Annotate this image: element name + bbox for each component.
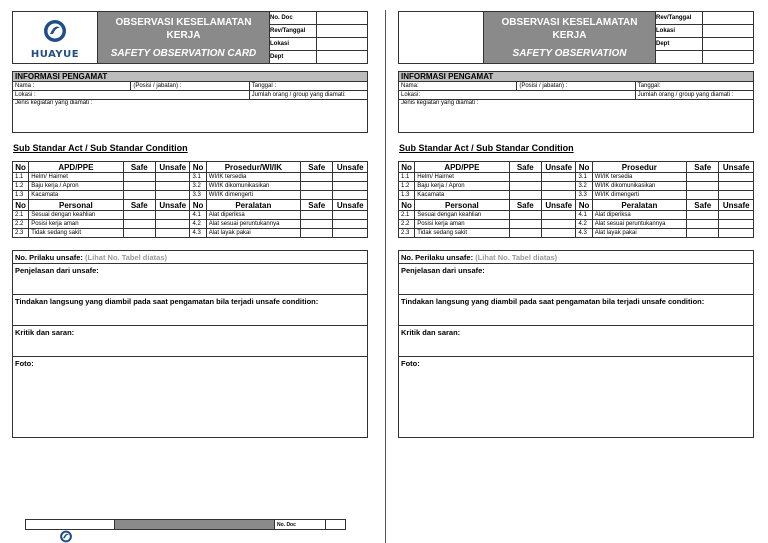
unsafe-checkbox[interactable] xyxy=(156,191,190,200)
col-safe-header: Safe xyxy=(301,200,333,211)
meta-label-rev: Rev/Tanggal xyxy=(270,25,317,38)
item-label: Helm/ Hairnet xyxy=(415,173,509,182)
safe-checkbox[interactable] xyxy=(301,173,333,182)
info-name[interactable]: Nama: xyxy=(399,82,517,91)
meta-value-dept[interactable] xyxy=(317,51,368,64)
unsafe-checkbox[interactable] xyxy=(333,191,368,200)
item-number: 4.3 xyxy=(190,229,206,238)
col-no-header: No xyxy=(13,200,29,211)
item-label: WI/IK dimengerti xyxy=(206,191,300,200)
group-header-left: APD/PPE xyxy=(29,162,123,173)
item-label: Kacamata xyxy=(415,191,509,200)
col-unsafe-header: Unsafe xyxy=(333,200,368,211)
checklist-body xyxy=(399,162,754,238)
item-label: WI/IK tersedia xyxy=(206,173,300,182)
title-line2: KERJA xyxy=(552,29,587,41)
col-safe-header: Safe xyxy=(687,200,719,211)
unsafe-checkbox[interactable] xyxy=(156,211,190,220)
item-number: 2.1 xyxy=(13,211,29,220)
safe-checkbox[interactable] xyxy=(301,182,333,191)
item-label: Sesuai dengan keahlian xyxy=(415,211,509,220)
item-number: 3.3 xyxy=(190,191,206,200)
group-header-right: Prosedur xyxy=(592,162,686,173)
unsafe-checkbox[interactable] xyxy=(719,220,754,229)
section-title: Sub Standar Act / Sub Standar Condition xyxy=(13,143,188,153)
safe-checkbox[interactable] xyxy=(687,173,719,182)
item-number: 4.2 xyxy=(190,220,206,229)
table-row xyxy=(399,229,754,238)
logo-text: HUAYUE xyxy=(30,48,80,60)
unsafe-number-field[interactable] xyxy=(13,251,368,264)
table-row xyxy=(13,220,368,229)
table-row xyxy=(13,211,368,220)
huayue-logo-icon xyxy=(55,530,77,543)
safe-checkbox[interactable] xyxy=(123,191,155,200)
meta-value-rev[interactable] xyxy=(317,25,368,38)
item-number: 1.2 xyxy=(399,182,415,191)
col-unsafe-header: Unsafe xyxy=(542,200,576,211)
col-safe-header: Safe xyxy=(687,162,719,173)
next-card-header xyxy=(25,519,346,530)
unsafe-checkbox[interactable] xyxy=(719,173,754,182)
item-label: Alat sesuai peruntukannya xyxy=(206,220,300,229)
critique-field[interactable]: Kritik dan saran: xyxy=(399,326,754,357)
unsafe-checkbox[interactable] xyxy=(333,220,368,229)
table-group-header xyxy=(399,200,754,211)
unsafe-explanation-field[interactable]: Penjelasan dari unsafe: xyxy=(13,264,368,295)
unsafe-checkbox[interactable] xyxy=(333,229,368,238)
col-unsafe-header: Unsafe xyxy=(156,162,190,173)
footer-doc-label: No. Doc xyxy=(275,520,326,530)
col-no-header: No xyxy=(576,162,592,173)
unsafe-number-label: No. Prilaku unsafe: xyxy=(15,253,83,262)
unsafe-explanation-field[interactable]: Penjelasan dari unsafe: xyxy=(399,264,754,295)
safe-checkbox[interactable] xyxy=(509,182,541,191)
unsafe-checkbox[interactable] xyxy=(156,220,190,229)
col-unsafe-header: Unsafe xyxy=(719,162,754,173)
unsafe-number-label: No. Perilaku unsafe: xyxy=(401,253,474,262)
item-label: Posisi kerja aman xyxy=(29,220,123,229)
meta-value-blank[interactable] xyxy=(703,51,754,64)
info-date[interactable]: Tanggal: xyxy=(635,82,753,91)
checklist-table xyxy=(12,161,368,238)
table-row xyxy=(13,229,368,238)
item-label: Helm/ Hairnet xyxy=(29,173,123,182)
safe-checkbox[interactable] xyxy=(509,211,541,220)
safe-checkbox[interactable] xyxy=(301,220,333,229)
table-group-header xyxy=(399,162,754,173)
safety-card-right xyxy=(398,11,754,438)
safe-checkbox[interactable] xyxy=(687,220,719,229)
table-row xyxy=(399,182,754,191)
checklist-table xyxy=(398,161,754,238)
footer-doc-value[interactable] xyxy=(326,520,346,530)
item-label: WI/IK dimengerti xyxy=(592,191,686,200)
unsafe-number-hint: (Lihat No. Tabel diatas) xyxy=(85,253,167,262)
item-label: Alat layak pakai xyxy=(206,229,300,238)
unsafe-checkbox[interactable] xyxy=(719,211,754,220)
group-header-left: Personal xyxy=(415,200,509,211)
col-no-header: No xyxy=(13,162,29,173)
safe-checkbox[interactable] xyxy=(509,173,541,182)
item-label: Tidak sedang sakit xyxy=(415,229,509,238)
col-unsafe-header: Unsafe xyxy=(542,162,576,173)
meta-value-location[interactable] xyxy=(703,25,754,38)
safe-checkbox[interactable] xyxy=(301,211,333,220)
group-header-right: Peralatan xyxy=(592,200,686,211)
unsafe-checkbox[interactable] xyxy=(542,173,576,182)
col-safe-header: Safe xyxy=(301,162,333,173)
unsafe-checkbox[interactable] xyxy=(156,173,190,182)
info-title: INFORMASI PENGAMAT xyxy=(399,72,754,82)
item-number: 2.3 xyxy=(13,229,29,238)
unsafe-checkbox[interactable] xyxy=(542,182,576,191)
item-number: 1.2 xyxy=(13,182,29,191)
unsafe-checkbox[interactable] xyxy=(542,220,576,229)
safe-checkbox[interactable] xyxy=(687,182,719,191)
info-location[interactable]: Lokasi : xyxy=(13,91,250,100)
col-unsafe-header: Unsafe xyxy=(719,200,754,211)
immediate-action-field[interactable]: Tindakan langsung yang diambil pada saat pengamatan bila terjadi unsafe condition: xyxy=(13,295,368,326)
unsafe-checkbox[interactable] xyxy=(156,229,190,238)
unsafe-checkbox[interactable] xyxy=(333,211,368,220)
item-label: Alat diperiksa xyxy=(206,211,300,220)
unsafe-checkbox[interactable] xyxy=(542,211,576,220)
meta-label-location: Lokasi xyxy=(656,25,703,38)
safe-checkbox[interactable] xyxy=(123,229,155,238)
safety-card-left xyxy=(12,11,368,438)
item-number: 3.2 xyxy=(190,182,206,191)
table-group-header xyxy=(13,162,368,173)
card-title xyxy=(484,12,656,64)
safe-checkbox[interactable] xyxy=(301,191,333,200)
col-unsafe-header: Unsafe xyxy=(333,162,368,173)
item-label: Sesuai dengan keahlian xyxy=(29,211,123,220)
group-header-right: Peralatan xyxy=(206,200,300,211)
item-number: 2.1 xyxy=(399,211,415,220)
title-line1: OBSERVASI KESELAMATAN xyxy=(501,16,638,28)
item-label: Alat layak pakai xyxy=(592,229,686,238)
meta-label-rev: Rev/Tanggal xyxy=(656,12,703,25)
col-no-header: No xyxy=(190,162,206,173)
safe-checkbox[interactable] xyxy=(123,220,155,229)
info-title: INFORMASI PENGAMAT xyxy=(13,72,368,82)
meta-label-location: Lokasi xyxy=(270,38,317,51)
safe-checkbox[interactable] xyxy=(123,182,155,191)
footer-title-cell xyxy=(115,520,275,530)
safe-checkbox[interactable] xyxy=(687,191,719,200)
section-title: Sub Standar Act / Sub Standar Condition xyxy=(399,143,574,153)
card-header xyxy=(398,11,754,64)
unsafe-number-hint: (Lihat No. Tabel diatas) xyxy=(475,253,558,262)
observation-notes xyxy=(398,250,754,438)
col-safe-header: Safe xyxy=(509,162,541,173)
item-label: WI/IK dikomunikasikan xyxy=(592,182,686,191)
item-number: 3.1 xyxy=(190,173,206,182)
table-row xyxy=(399,173,754,182)
unsafe-checkbox[interactable] xyxy=(542,191,576,200)
safe-checkbox[interactable] xyxy=(687,229,719,238)
safe-checkbox[interactable] xyxy=(509,229,541,238)
info-name[interactable]: Nama : xyxy=(13,82,131,91)
logo-cell-empty xyxy=(399,12,484,64)
huayue-logo-icon xyxy=(43,19,67,43)
title-english: SAFETY OBSERVATION xyxy=(512,47,627,59)
item-number: 3.3 xyxy=(576,191,592,200)
item-number: 2.2 xyxy=(13,220,29,229)
safe-checkbox[interactable] xyxy=(123,173,155,182)
item-number: 1.1 xyxy=(399,173,415,182)
unsafe-number-field[interactable] xyxy=(399,251,754,264)
item-label: Alat diperiksa xyxy=(592,211,686,220)
table-row xyxy=(13,182,368,191)
item-number: 2.2 xyxy=(399,220,415,229)
observer-info xyxy=(398,71,754,133)
footer-logo-cell xyxy=(26,520,115,530)
table-row xyxy=(13,191,368,200)
table-row xyxy=(13,173,368,182)
info-position[interactable]: (Posisi / jabatan) : xyxy=(517,82,635,91)
item-number: 4.3 xyxy=(576,229,592,238)
title-line2: KERJA xyxy=(166,29,201,41)
title-english: SAFETY OBSERVATION CARD xyxy=(110,47,257,59)
unsafe-checkbox[interactable] xyxy=(156,182,190,191)
card-title xyxy=(98,12,270,64)
group-header-left: APD/PPE xyxy=(415,162,509,173)
title-line1: OBSERVASI KESELAMATAN xyxy=(115,16,252,28)
info-date[interactable]: Tanggal : xyxy=(249,82,367,91)
group-header-right: Prosedur/WI/IK xyxy=(206,162,300,173)
item-number: 3.2 xyxy=(576,182,592,191)
photo-field[interactable]: Foto: xyxy=(13,357,368,438)
info-location[interactable]: Lokasi: xyxy=(399,91,636,100)
item-label: Tidak sedang sakit xyxy=(29,229,123,238)
col-no-header: No xyxy=(576,200,592,211)
item-number: 4.1 xyxy=(190,211,206,220)
col-no-header: No xyxy=(399,162,415,173)
meta-value-location[interactable] xyxy=(317,38,368,51)
item-label: Posisi kerja aman xyxy=(415,220,509,229)
observation-notes xyxy=(12,250,368,438)
col-no-header: No xyxy=(190,200,206,211)
col-safe-header: Safe xyxy=(123,200,155,211)
unsafe-checkbox[interactable] xyxy=(542,229,576,238)
safe-checkbox[interactable] xyxy=(687,211,719,220)
item-label: Baju kerja / Apron xyxy=(415,182,509,191)
col-unsafe-header: Unsafe xyxy=(156,200,190,211)
item-number: 1.3 xyxy=(13,191,29,200)
item-label: WI/IK tersedia xyxy=(592,173,686,182)
table-row xyxy=(399,191,754,200)
item-number: 2.3 xyxy=(399,229,415,238)
critique-field[interactable]: Kritik dan saran: xyxy=(13,326,368,357)
meta-value-dept[interactable] xyxy=(703,38,754,51)
observer-info xyxy=(12,71,368,133)
checklist-body xyxy=(13,162,368,238)
item-label: Baju kerja / Apron xyxy=(29,182,123,191)
info-activity[interactable]: Jenis kegiatan yang diamati : xyxy=(399,100,754,133)
table-group-header xyxy=(13,200,368,211)
col-safe-header: Safe xyxy=(123,162,155,173)
info-activity[interactable]: Jenis kegiatan yang diamati : xyxy=(13,100,368,133)
safe-checkbox[interactable] xyxy=(123,211,155,220)
card-header xyxy=(12,11,368,64)
item-label: Kacamata xyxy=(29,191,123,200)
item-number: 4.1 xyxy=(576,211,592,220)
info-count[interactable]: Jumlah orang / group yang diamati: xyxy=(249,91,367,100)
logo-cell xyxy=(13,12,98,64)
meta-label-doc: No. Doc xyxy=(270,12,317,25)
meta-label-dept: Dept xyxy=(656,38,703,51)
table-row xyxy=(399,211,754,220)
photo-field[interactable]: Foto: xyxy=(399,357,754,438)
item-number: 1.3 xyxy=(399,191,415,200)
info-position[interactable]: (Posisi / jabatan) : xyxy=(131,82,249,91)
unsafe-checkbox[interactable] xyxy=(719,191,754,200)
unsafe-checkbox[interactable] xyxy=(719,182,754,191)
group-header-left: Personal xyxy=(29,200,123,211)
col-no-header: No xyxy=(399,200,415,211)
unsafe-checkbox[interactable] xyxy=(333,182,368,191)
item-number: 4.2 xyxy=(576,220,592,229)
item-label: Alat sesuai peruntukannya xyxy=(592,220,686,229)
meta-value-rev[interactable] xyxy=(703,12,754,25)
meta-value-doc[interactable] xyxy=(317,12,368,25)
safe-checkbox[interactable] xyxy=(509,191,541,200)
table-row xyxy=(399,220,754,229)
unsafe-checkbox[interactable] xyxy=(719,229,754,238)
item-label: WI/IK dikomunikasikan xyxy=(206,182,300,191)
col-safe-header: Safe xyxy=(509,200,541,211)
safe-checkbox[interactable] xyxy=(301,229,333,238)
item-number: 1.1 xyxy=(13,173,29,182)
info-count[interactable]: Jumlah orang / group yang diamati : xyxy=(635,91,753,100)
unsafe-checkbox[interactable] xyxy=(333,173,368,182)
meta-label-dept: Dept xyxy=(270,51,317,64)
page-divider xyxy=(385,10,386,543)
immediate-action-field[interactable]: Tindakan langsung yang diambil pada saat pengamatan bila terjadi unsafe condition: xyxy=(399,295,754,326)
meta-label-blank xyxy=(656,51,703,64)
safe-checkbox[interactable] xyxy=(509,220,541,229)
item-number: 3.1 xyxy=(576,173,592,182)
